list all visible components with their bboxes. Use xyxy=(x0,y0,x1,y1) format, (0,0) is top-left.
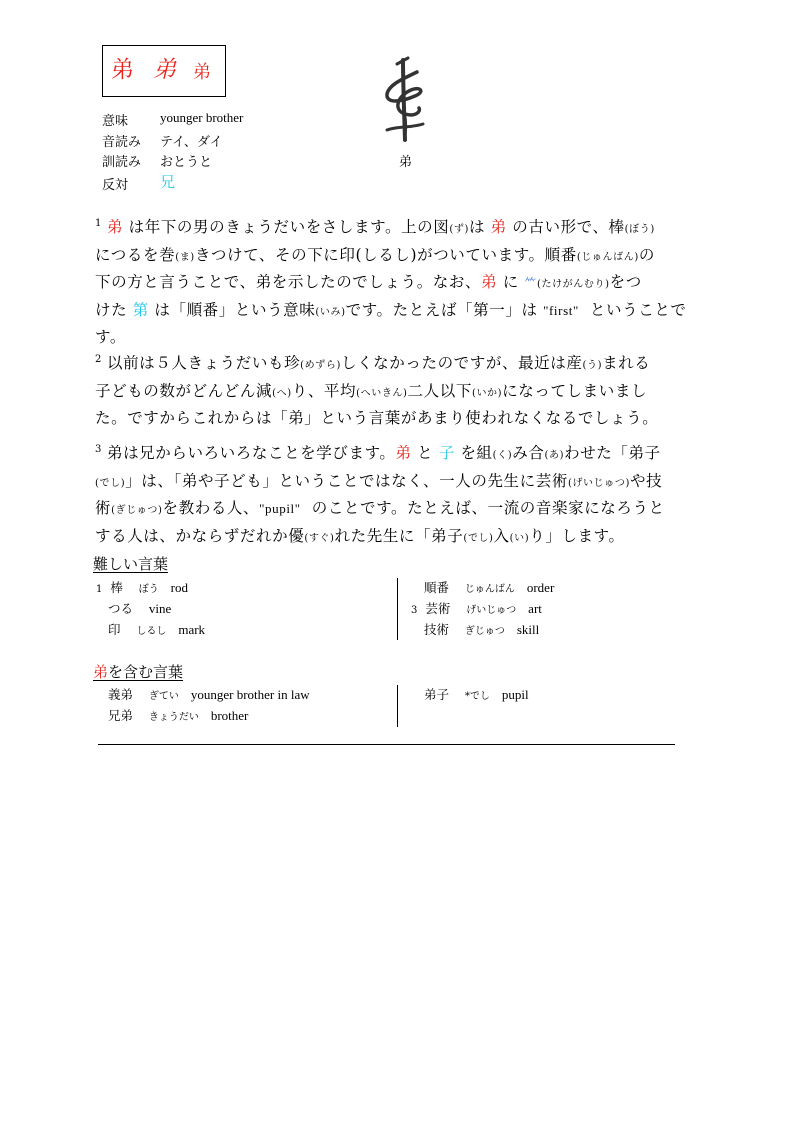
text: を教わる人、 xyxy=(162,499,260,518)
vocab-english: pupil xyxy=(501,687,529,702)
reading: (あ) xyxy=(544,450,565,462)
column-divider xyxy=(397,685,398,727)
ancient-form-drawing xyxy=(375,52,435,147)
vocab-reading: ぎじゅつ xyxy=(464,626,505,637)
vocab-english: brother xyxy=(210,708,249,723)
vocab-word: 兄弟 xyxy=(108,708,134,723)
vocab-item xyxy=(108,685,310,703)
text: のことです。たとえば、一流の音楽家になろうと xyxy=(311,499,665,518)
words-with-title-rest: を含む言葉 xyxy=(108,663,184,681)
kanji-form-printed: 弟 xyxy=(111,57,134,82)
reading: (へ) xyxy=(272,387,292,399)
text: けた xyxy=(95,300,128,319)
highlight-kanji: 弟 xyxy=(395,444,412,463)
reading: (へいきん) xyxy=(356,387,408,399)
vocab-word: 技術 xyxy=(424,622,450,637)
text: に xyxy=(502,273,519,292)
text: り」します。 xyxy=(529,526,625,545)
difficult-words-title: 難しい言葉 xyxy=(93,555,169,573)
reading: (でし) xyxy=(463,532,494,544)
reading: (ぎじゅつ) xyxy=(111,505,163,517)
vocab-item xyxy=(424,685,529,703)
paragraph-line xyxy=(95,438,705,469)
reading: (たけがんむり) xyxy=(536,279,610,291)
text: 弟は兄からいろいろなことを学びます。 xyxy=(106,444,396,463)
onyomi-label: 音読み xyxy=(102,135,142,150)
reading: (でし) xyxy=(95,477,126,489)
text: り、平均 xyxy=(291,381,357,400)
vocab-item xyxy=(424,620,539,638)
vocab-english: art xyxy=(528,601,542,616)
vocab-word: 弟子 xyxy=(424,687,450,702)
bottom-rule xyxy=(98,744,675,745)
vocab-reading: げいじゅつ xyxy=(466,605,517,616)
reading: (ぼう) xyxy=(624,224,655,236)
meaning-label: 意味 xyxy=(102,114,129,129)
text: です。たとえば「第一」は xyxy=(345,300,538,319)
text: ということで xyxy=(589,300,687,319)
vocab-word: つる xyxy=(108,601,134,616)
reading: (う) xyxy=(582,360,603,372)
text: する人は、かならずだれか優 xyxy=(95,526,305,545)
text: 」は、「弟や子ども」ということではなく、一人の先生に芸術 xyxy=(125,471,568,490)
reading: (げいじゅつ) xyxy=(567,477,630,489)
onyomi-value: テイ、ダイ xyxy=(160,135,223,150)
text: を組 xyxy=(460,444,493,463)
vocab-reading: ぼう xyxy=(138,584,159,595)
paragraph-number: 1 xyxy=(95,218,102,229)
vocab-reading: *でし xyxy=(464,691,490,702)
text: 術 xyxy=(95,499,112,518)
reading: (く) xyxy=(492,450,513,462)
paragraph-line xyxy=(95,496,705,524)
paragraph-line xyxy=(95,469,705,497)
vocab-reading: しるし xyxy=(136,626,167,637)
vocab-english: vine xyxy=(148,601,172,616)
reading: (すぐ) xyxy=(304,532,335,544)
meaning-value: younger brother xyxy=(160,110,244,125)
reading: (いみ) xyxy=(315,306,346,318)
vocab-english: mark xyxy=(178,622,206,637)
kanji-form-handwritten: 弟 xyxy=(193,62,211,83)
kanji-forms-box xyxy=(102,45,226,97)
vocab-word: 順番 xyxy=(424,580,450,595)
paragraph-line xyxy=(95,298,705,326)
reading: (い) xyxy=(509,532,530,544)
text: わせた「弟子 xyxy=(564,444,661,463)
kanji-form-cursive: 弟 xyxy=(153,57,176,83)
highlight-kanji: 子 xyxy=(438,444,455,463)
vocab-word: 印 xyxy=(108,622,121,637)
text: 二人以下 xyxy=(407,381,472,400)
opposite-label: 反対 xyxy=(102,178,129,193)
reading: (いか) xyxy=(471,387,503,399)
paragraph-line xyxy=(95,212,705,243)
text: は「順番」という意味 xyxy=(154,300,316,319)
vocab-word: 義弟 xyxy=(108,687,134,702)
vocab-reading: ぎてい xyxy=(148,691,179,702)
bamboo-radical: ⺮ xyxy=(524,276,537,291)
vocab-english: rod xyxy=(170,580,189,595)
vocab-item xyxy=(96,578,188,596)
text: 下の方と言うことで、弟を示したのでしょう。なお、 xyxy=(95,273,482,292)
vocab-word: 棒 xyxy=(110,580,123,595)
vocab-english: younger brother in law xyxy=(190,687,310,702)
text: れた先生に「弟子 xyxy=(334,526,464,545)
paragraph-3 xyxy=(95,438,705,551)
text: み合 xyxy=(512,444,545,463)
ancient-form-caption: 弟 xyxy=(399,155,413,170)
vocab-item xyxy=(108,620,205,638)
paragraph-line: た。ですからこれからは「弟」という言葉があまり使われなくなるでしょう。 xyxy=(95,409,659,428)
reading: (めずら) xyxy=(300,360,341,372)
vocab-reading: じゅんばん xyxy=(464,584,515,595)
vocab-number: 1 xyxy=(96,584,103,595)
paragraph-line xyxy=(95,270,705,298)
vocab-item xyxy=(108,599,171,617)
paragraph-line xyxy=(95,524,705,552)
kunyomi-value: おとうと xyxy=(160,155,213,170)
paragraph-number: 2 xyxy=(95,354,102,365)
text: の古い形で、棒 xyxy=(512,218,625,237)
paragraph-1 xyxy=(95,212,705,350)
paragraph-line xyxy=(95,348,705,379)
paragraph-2 xyxy=(95,348,705,431)
vocab-item xyxy=(424,578,554,596)
column-divider xyxy=(397,578,398,640)
vocab-reading: きょうだい xyxy=(148,712,199,723)
text: 以前は５人きょうだいも珍 xyxy=(106,354,301,373)
highlight-kanji: 第 xyxy=(132,300,149,319)
text: しくなかったのですが、最近は産 xyxy=(340,354,583,373)
text: は年下の男のきょうだいをさします。上の図 xyxy=(128,218,450,237)
vocab-number: 3 xyxy=(411,605,418,616)
paragraph-line xyxy=(95,379,705,407)
vocab-english: skill xyxy=(516,622,540,637)
vocab-item xyxy=(411,599,542,617)
highlight-kanji: 弟 xyxy=(481,273,498,292)
highlight-kanji: 弟 xyxy=(106,218,124,237)
reading: (ず) xyxy=(449,224,469,236)
text: の xyxy=(638,245,655,264)
kunyomi-label: 訓読み xyxy=(102,155,142,170)
opposite-value: 兄 xyxy=(160,173,176,191)
vocab-word: 芸術 xyxy=(425,601,451,616)
vocab-english: order xyxy=(526,580,555,595)
paragraph-number: 3 xyxy=(95,444,102,455)
text: は xyxy=(468,218,486,237)
text: まれる xyxy=(602,354,651,373)
words-with-title-kanji: 弟 xyxy=(93,663,109,681)
english-word: "pupil" xyxy=(259,501,301,517)
text: 子どもの数がどんどん減 xyxy=(95,381,273,400)
text: をつ xyxy=(609,273,642,292)
text: につるを巻 xyxy=(95,245,176,264)
paragraph-line: す。 xyxy=(95,328,126,347)
vocab-item xyxy=(108,706,248,724)
text: と xyxy=(417,444,434,463)
text: になってしまいまし xyxy=(502,381,648,400)
paragraph-line xyxy=(95,243,705,271)
reading: (ま) xyxy=(175,251,195,263)
text: きつけて、その下に印(しるし)がついています。順番 xyxy=(194,245,577,264)
reading: (じゅんばん) xyxy=(576,251,639,263)
words-with-title xyxy=(93,661,183,682)
highlight-kanji: 弟 xyxy=(490,218,507,237)
english-word: "first" xyxy=(543,302,579,318)
text: や技 xyxy=(629,471,663,490)
text: 入 xyxy=(493,526,510,545)
